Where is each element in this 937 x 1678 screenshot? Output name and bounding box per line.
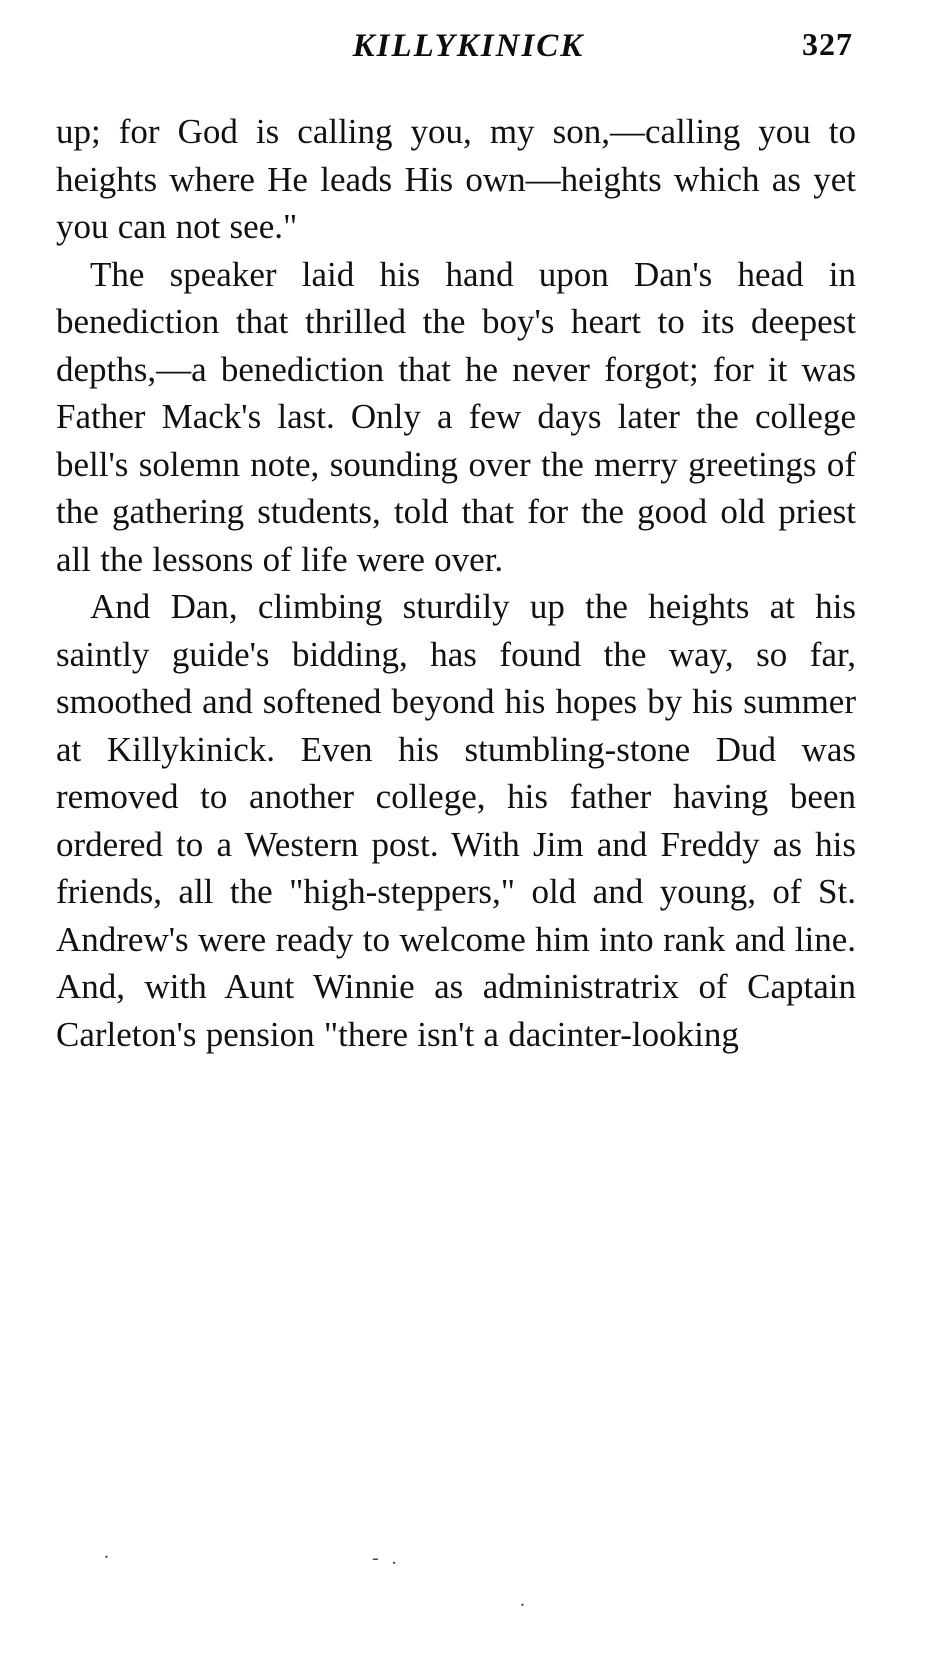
page-number: 327 [802, 26, 853, 62]
footer-mark-lower: . [520, 1589, 525, 1611]
paragraph: The speaker laid his hand upon Dan's head in benediction that thrilled the boy's heart to its deepest depths,—a benediction that he never forgot; for it was Father Mack's last. Only a few days later the college bell's solemn note, sounding over the merry greetings of the gathering students, told that for the good old priest all the lessons of life were over. [56, 254, 856, 579]
footer-mark-middle: - . [372, 1547, 401, 1569]
paragraph: up; for God is calling you, my son,—calling you to heights where He leads His own—heights which as yet you can not see." [56, 112, 856, 246]
page-header [56, 28, 881, 74]
running-head-title: KILLYKINICK [352, 28, 585, 64]
paragraph: And Dan, climbing sturdily up the heights at his saintly guide's bidding, has found the way, so far, smoothed and softened beyond his hopes by his summer at Killykinick. Even his stumbling-stone Dud was removed to another college, his father having been ordered to a Western post. With Jim and Freddy as his friends, all the "high-steppers," old and young, of St. Andrew's were ready to welcome him into rank and line. And, with Aunt Winnie as administratrix of Captain Carleton's pension "there isn't a dacinter-looking [56, 587, 856, 1054]
body-text [56, 108, 856, 1058]
footer-mark-left: . [104, 1541, 109, 1563]
page-footer-marks [0, 1541, 937, 1611]
